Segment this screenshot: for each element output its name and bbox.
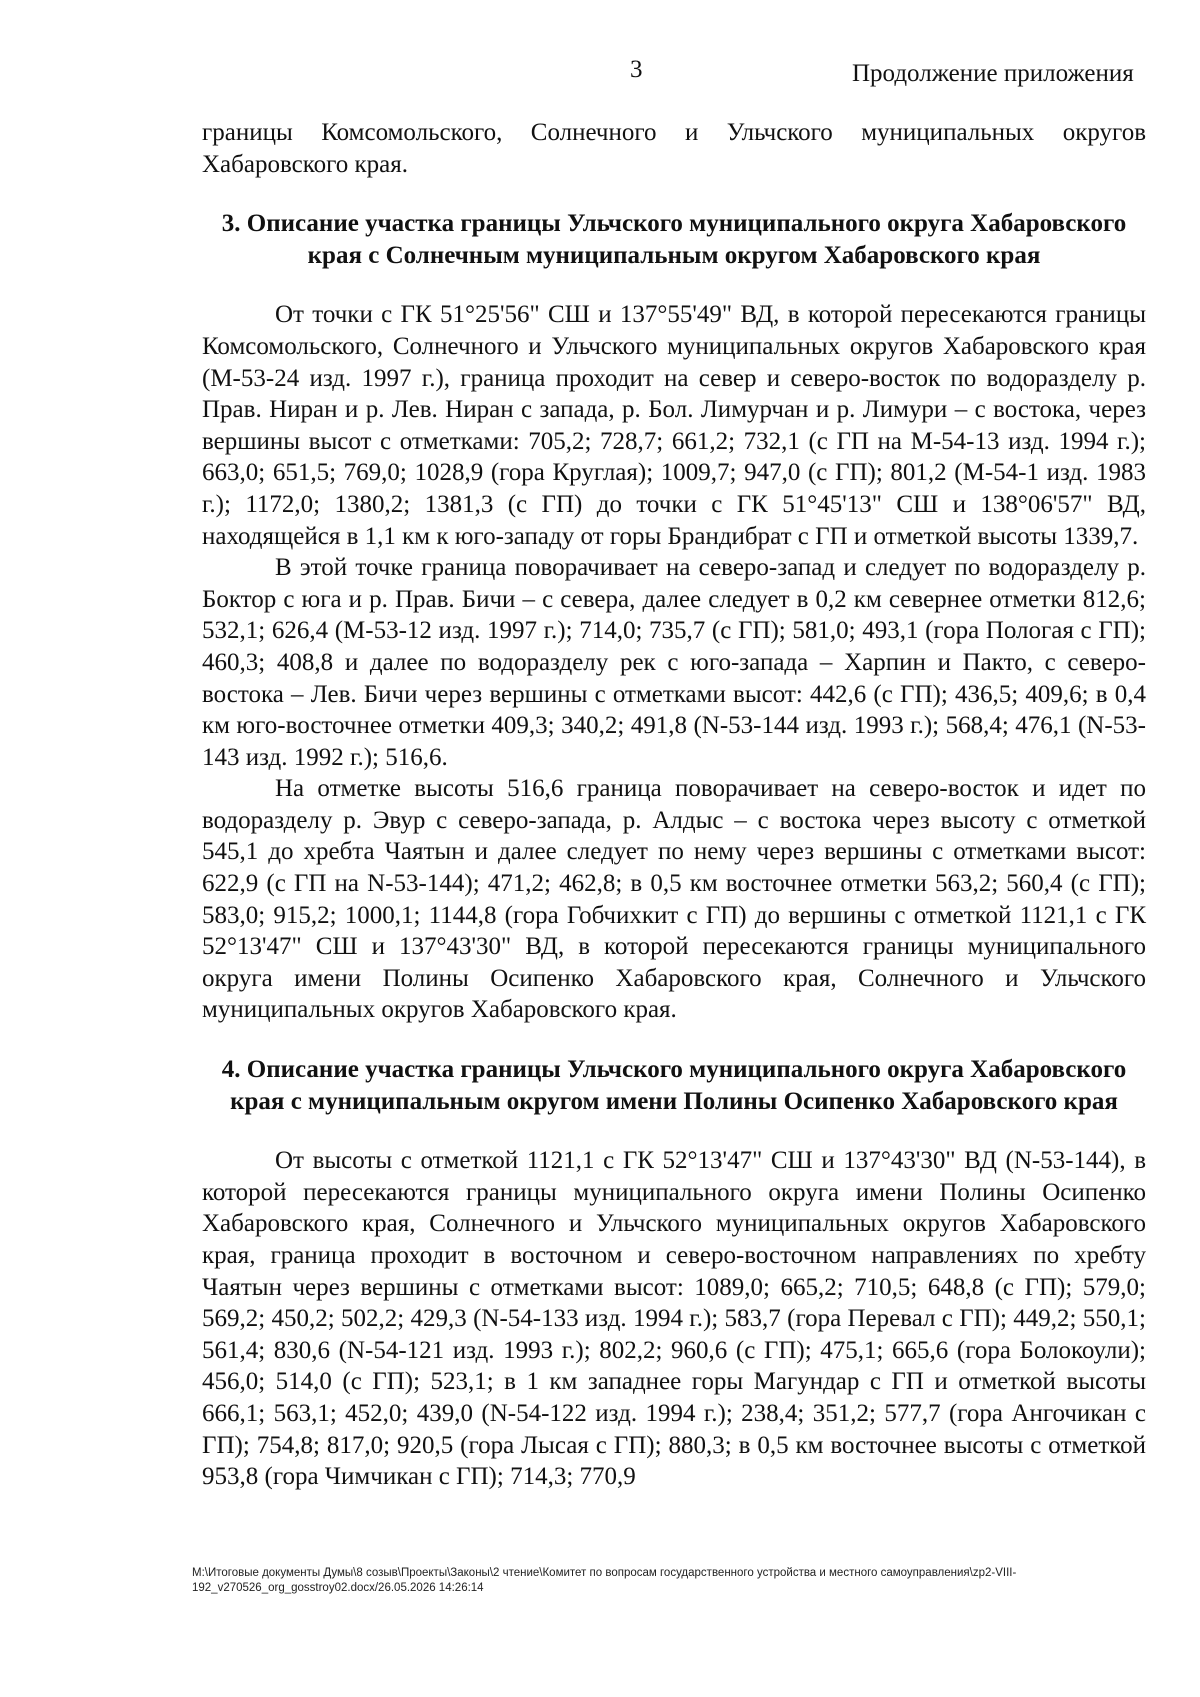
section-3-title: 3. Описание участка границы Ульчского муниципального округа Хабаровского края с Солнечным муниципальным округом Хабаровского края	[221, 210, 1127, 269]
document-body	[202, 117, 1146, 1493]
appendix-continuation-note: Продолжение приложения	[852, 60, 1134, 87]
intro-paragraph: границы Комсомольского, Солнечного и Ульчского муниципальных округов Хабаровского края.	[202, 119, 1146, 178]
section-3-paragraph-1: От точки с ГК 51°25'56" СШ и 137°55'49" ВД, в которой пересекаются границы Комсомольского, Солнечного и Ульчского муниципальных округов Хабаровского края (М-53-24 изд. 1997 г.), граница проходит на север и северо-восток по водоразделу р. Прав. Ниран и р. Лев. Ниран с запада, р. Бол. Лимурчан и р. Лимури – с востока, через вершины высот с отметками: 705,2; 728,7; 661,2; 732,1 (с ГП на М-54-13 изд. 1994 г.); 663,0; 651,5; 769,0; 1028,9 (гора Круглая); 1009,7; 947,0 (с ГП); 801,2 (М-54-1 изд. 1983 г.); 1172,0; 1380,2; 1381,3 (с ГП) до точки с ГК 51°45'13" СШ и 138°06'57" ВД, находящейся в 1,1 км к юго-западу от горы Брандибрат с ГП и отметкой высоты 1339,7.	[202, 301, 1146, 550]
page-number: 3	[630, 56, 643, 83]
section-4-title: 4. Описание участка границы Ульчского муниципального округа Хабаровского края с муниципальным округом имени Полины Осипенко Хабаровского края	[221, 1056, 1127, 1115]
section-3-paragraph-3: На отметке высоты 516,6 граница поворачивает на северо-восток и идет по водоразделу р. Эвур с северо-запада, р. Алдыс – с востока через высоту с отметкой 545,1 до хребта Чаятын и далее следует по нему через вершины с отметками высот: 622,9 (с ГП на N-53-144); 471,2; 462,8; в 0,5 км восточнее отметки 563,2; 560,4 (с ГП); 583,0; 915,2; 1000,1; 1144,8 (гора Гобчихкит с ГП) до вершины с отметкой 1121,1 с ГК 52°13'47" СШ и 137°43'30" ВД, в которой пересекаются границы муниципального округа имени Полины Осипенко Хабаровского края, Солнечного и Ульчского муниципальных округов Хабаровского края.	[202, 775, 1146, 1024]
section-4-paragraph-1: От высоты с отметкой 1121,1 с ГК 52°13'47" СШ и 137°43'30" ВД (N-53-144), в которой пересекаются границы муниципального округа имени Полины Осипенко Хабаровского края, Солнечного и Ульчского муниципальных округов Хабаровского края, граница проходит в восточном и северо-восточном направлениях по хребту Чаятын через вершины с отметками высот: 1089,0; 665,2; 710,5; 648,8 (с ГП); 579,0; 569,2; 450,2; 502,2; 429,3 (N-54-133 изд. 1994 г.); 583,7 (гора Перевал с ГП); 449,2; 550,1; 561,4; 830,6 (N-54-121 изд. 1993 г.); 802,2; 960,6 (с ГП); 475,1; 665,6 (гора Болокоули); 456,0; 514,0 (с ГП); 523,1; в 1 км западнее горы Магундар с ГП и отметкой высоты 666,1; 563,1; 452,0; 439,0 (N-54-122 изд. 1994 г.); 238,4; 351,2; 577,7 (гора Ангочикан с ГП); 754,8; 817,0; 920,5 (гора Лысая с ГП); 880,3; в 0,5 км восточнее высоты с отметкой 953,8 (гора Чимчикан с ГП); 714,3; 770,9	[202, 1147, 1146, 1491]
section-3-paragraph-2: В этой точке граница поворачивает на северо-запад и следует по водоразделу р. Боктор с юга и р. Прав. Бичи – с севера, далее следует в 0,2 км севернее отметки 812,6; 532,1; 626,4 (М-53-12 изд. 1997 г.); 714,0; 735,7 (с ГП); 581,0; 493,1 (гора Пологая с ГП); 460,3; 408,8 и далее по водоразделу рек с юго-запада – Харпин и Пакто, с северо-востока – Лев. Бичи через вершины с отметками высот: 442,6 (с ГП); 436,5; 409,6; в 0,4 км юго-восточнее отметки 409,3; 340,2; 491,8 (N-53-144 изд. 1993 г.); 568,4; 476,1 (N-53-143 изд. 1992 г.); 516,6.	[202, 554, 1146, 771]
file-path-footer: M:\Итоговые документы Думы\8 созыв\Проекты\Законы\2 чтение\Комитет по вопросам государственного устройства и местного самоуправления\zp2-VIII-192_v270526_org_gosstroy02.docx/26.05.2026 14:26:14	[192, 1567, 1017, 1594]
